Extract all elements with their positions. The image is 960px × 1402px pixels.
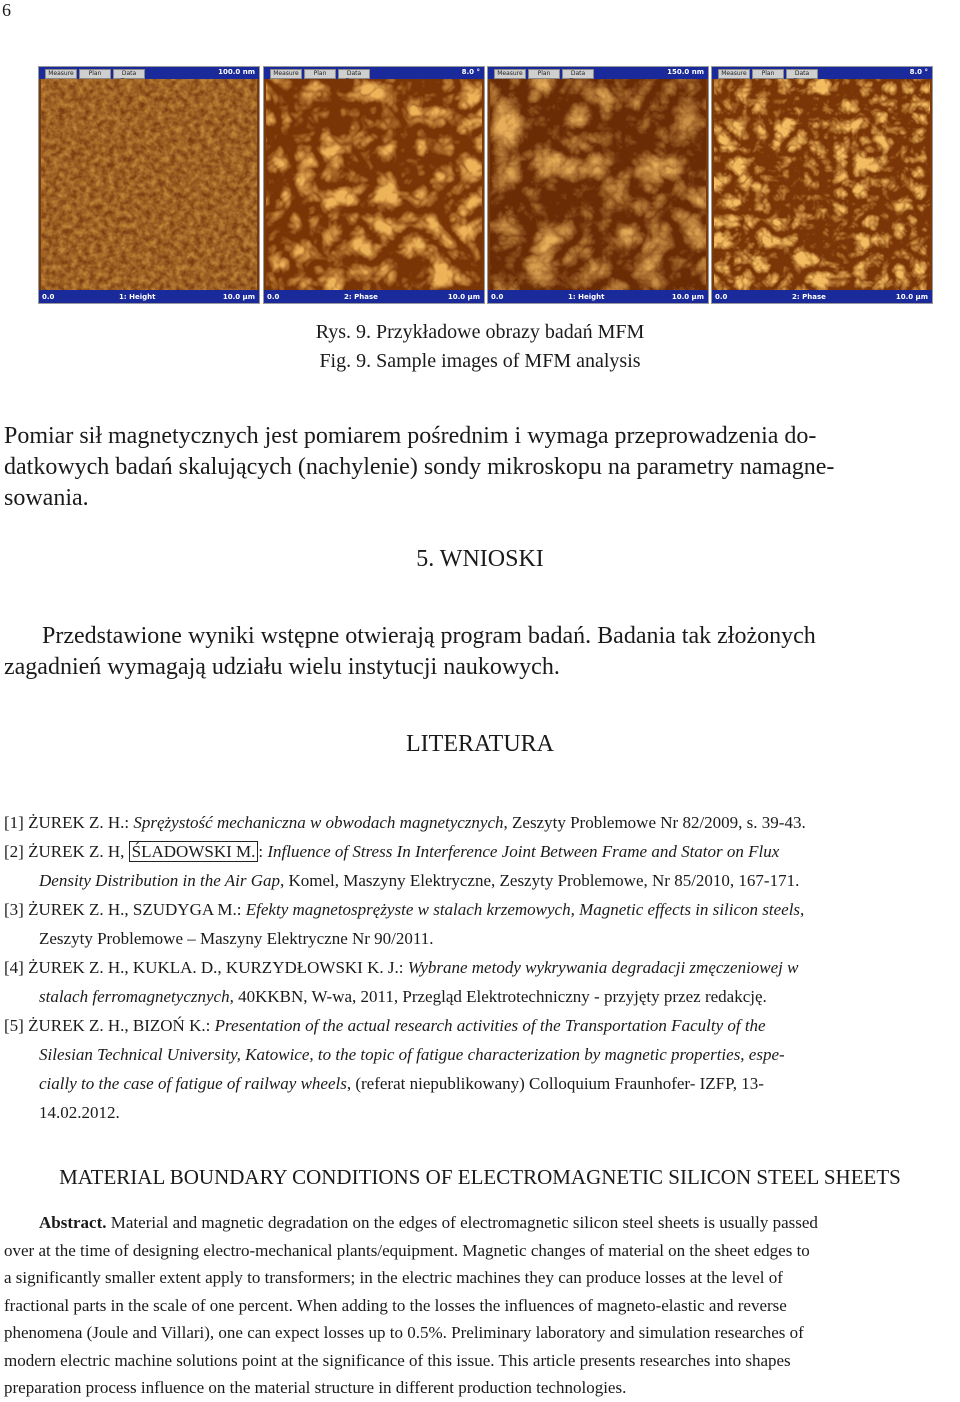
abstract-line (4, 1209, 956, 1237)
mfm-panel-phase-2 (711, 66, 933, 304)
figure-caption-en: Fig. 9. Sample images of MFM analysis (319, 350, 641, 372)
ref-title: Influence of Stress In Interference Joint Between Frame and Stator on Flux (267, 842, 780, 861)
panel-toolbar (712, 67, 932, 79)
section-heading: 5. WNIOSKI (416, 546, 544, 572)
text-line: sowania. (4, 485, 89, 511)
panel-footer (712, 290, 932, 303)
measure-button[interactable]: Measure (718, 69, 750, 79)
references-list (4, 808, 956, 1127)
footer-max: 10.0 µm (447, 293, 480, 301)
page-number: 6 (2, 0, 11, 20)
footer-max: 10.0 µm (895, 293, 928, 301)
afm-image (266, 79, 482, 290)
ref-source: , Komel, Maszyny Elektryczne, Zeszyty Problemowe, Nr 85/2010, 167-171. (280, 871, 800, 890)
plan-button[interactable]: Plan (528, 69, 560, 79)
reference-4-cont (4, 982, 956, 1011)
ref-sep: , (800, 900, 805, 919)
ref-title: stalach ferromagnetycznych (39, 987, 230, 1006)
footer-min: 0.0 (491, 293, 504, 301)
data-zoom-button[interactable]: Data (113, 69, 145, 79)
scale-value: 150.0 nm (667, 68, 704, 76)
plan-button[interactable]: Plan (79, 69, 111, 79)
scale-value: 100.0 nm (218, 68, 255, 76)
mfm-panel-height-1 (38, 66, 260, 304)
data-zoom-button[interactable]: Data (338, 69, 370, 79)
footer-channel: 1: Height (568, 293, 605, 301)
panel-toolbar (488, 67, 708, 79)
abstract-label: Abstract. (39, 1213, 107, 1232)
paragraph-measurement (4, 421, 956, 514)
panel-footer (39, 290, 259, 303)
text-line: zagadnień wymagają udziału wielu instytucji naukowych. (4, 654, 560, 680)
afm-image (714, 79, 930, 290)
data-zoom-button[interactable]: Data (562, 69, 594, 79)
abstract-line: over at the time of designing electro-mechanical plants/equipment. Magnetic changes of material on the sheet edges to (4, 1240, 810, 1260)
ref-title: cially to the case of fatigue of railway wheels (39, 1074, 347, 1093)
ref-authors: [2] ŻUREK Z. H, (4, 842, 129, 861)
abstract-line: phenomena (Joule and Villari), one can expect losses up to 0.5%. Preliminary laboratory and simulation researches of (4, 1323, 804, 1342)
reference-5 (4, 1011, 956, 1040)
panel-footer (264, 290, 484, 303)
footer-channel: 1: Height (119, 293, 156, 301)
ref-source: Zeszyty Problemowe – Maszyny Elektryczne Nr 90/2011. (39, 929, 434, 948)
reference-5-cont (4, 1069, 956, 1098)
ref-authors: [4] ŻUREK Z. H., KUKLA. D., KURZYDŁOWSKI K. J.: (4, 958, 408, 977)
reference-5-cont (4, 1098, 956, 1127)
ref-title: Presentation of the actual research activities of the Transportation Faculty of the (214, 1016, 766, 1035)
footer-max: 10.0 µm (671, 293, 704, 301)
abstract (4, 1209, 956, 1402)
panel-footer (488, 290, 708, 303)
ref-author-highlighted: ŚLADOWSKI M. (129, 841, 259, 862)
reference-4 (4, 953, 956, 982)
abstract-line: modern electric machine solutions point at the significance of this issue. This article presents researches into shapes (4, 1350, 791, 1370)
scale-value: 8.0 ° (461, 68, 480, 76)
abstract-text: Material and magnetic degradation on the edges of electromagnetic silicon steel sheets is usually passed (106, 1213, 818, 1232)
ref-title: Density Distribution in the Air Gap (39, 871, 280, 890)
measure-button[interactable]: Measure (270, 69, 302, 79)
afm-image (490, 79, 706, 290)
scale-value: 8.0 ° (909, 68, 928, 76)
ref-authors: [5] ŻUREK Z. H., BIZOŃ K.: (4, 1016, 215, 1035)
footer-min: 0.0 (715, 293, 728, 301)
ref-title: Sprężystość mechaniczna w obwodach magnetycznych (133, 813, 504, 832)
text-line: datkowych badań skalujących (nachylenie) sondy mikroskopu na parametry namagne- (4, 454, 835, 480)
panel-toolbar (264, 67, 484, 79)
literature-heading: LITERATURA (406, 731, 554, 757)
ref-title: Silesian Technical University, Katowice, to the topic of fatigue characterization by magnetic properties, espe- (39, 1045, 785, 1064)
panel-toolbar (39, 67, 259, 79)
ref-sep: : (258, 842, 268, 861)
abstract-line: a significantly smaller extent apply to transformers; in the electric machines they can produce losses at the level of (4, 1268, 783, 1287)
paragraph-conclusions (4, 621, 956, 683)
ref-source: , Zeszyty Problemowe Nr 82/2009, s. 39-43. (503, 813, 806, 832)
text-line: Pomiar sił magnetycznych jest pomiarem pośrednim i wymaga przeprowadzenia do- (4, 423, 817, 449)
reference-2 (4, 837, 956, 866)
figure-caption-pl: Rys. 9. Przykładowe obrazy badań MFM (315, 321, 645, 343)
plan-button[interactable]: Plan (304, 69, 336, 79)
footer-max: 10.0 µm (222, 293, 255, 301)
measure-button[interactable]: Measure (45, 69, 77, 79)
ref-title: Efekty magnetosprężyste w stalach krzemowych, Magnetic effects in silicon steels (245, 900, 801, 919)
data-zoom-button[interactable]: Data (786, 69, 818, 79)
ref-authors: [3] ŻUREK Z. H., SZUDYGA M.: (4, 900, 246, 919)
mfm-panel-height-2 (487, 66, 709, 304)
reference-5-cont (4, 1040, 956, 1069)
afm-image (41, 79, 257, 290)
reference-2-cont (4, 866, 956, 895)
mfm-panel-phase-1 (263, 66, 485, 304)
ref-source: , 40KKBN, W-wa, 2011, Przegląd Elektrotechniczny - przyjęty przez redakcję. (229, 987, 767, 1006)
english-title: MATERIAL BOUNDARY CONDITIONS OF ELECTROMAGNETIC SILICON STEEL SHEETS (59, 1165, 901, 1189)
measure-button[interactable]: Measure (494, 69, 526, 79)
ref-title: Wybrane metody wykrywania degradacji zmęczeniowej w (407, 958, 799, 977)
footer-min: 0.0 (267, 293, 280, 301)
reference-3 (4, 895, 956, 924)
reference-1 (4, 808, 956, 837)
plan-button[interactable]: Plan (752, 69, 784, 79)
footer-channel: 2: Phase (344, 293, 378, 301)
reference-3-cont (4, 924, 956, 953)
text-line: Przedstawione wyniki wstępne otwierają program badań. Badania tak złożonych (42, 623, 816, 649)
ref-source: , (referat niepublikowany) Colloquium Fraunhofer- IZFP, 13- (346, 1074, 764, 1093)
abstract-line: preparation process influence on the material structure in different production technologies. (4, 1378, 627, 1397)
ref-source: 14.02.2012. (39, 1103, 120, 1122)
footer-channel: 2: Phase (792, 293, 826, 301)
footer-min: 0.0 (42, 293, 55, 301)
abstract-line: fractional parts in the scale of one percent. When adding to the losses the influences of magneto-elastic and reverse (4, 1295, 787, 1315)
ref-authors: [1] ŻUREK Z. H.: (4, 813, 134, 832)
